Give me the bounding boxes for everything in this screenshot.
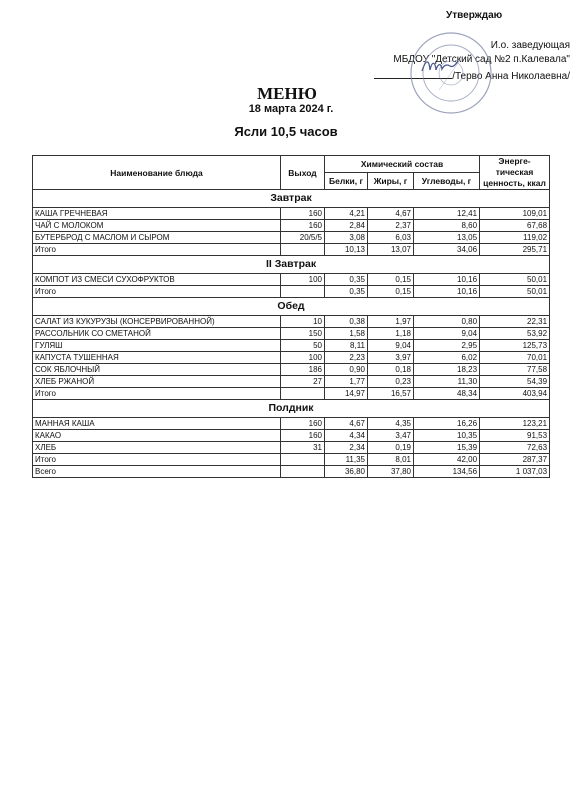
dish-portion: 20/5/5 bbox=[281, 232, 325, 244]
total-energy: 50,01 bbox=[480, 286, 550, 298]
total-carbs: 48,34 bbox=[414, 388, 480, 400]
dish-fat: 0,23 bbox=[368, 376, 414, 388]
total-label: Итого bbox=[33, 454, 281, 466]
col-header-portion: Выход bbox=[281, 156, 325, 190]
dish-energy: 125,73 bbox=[480, 340, 550, 352]
total-portion bbox=[281, 454, 325, 466]
table-row bbox=[33, 340, 550, 352]
table-row bbox=[33, 328, 550, 340]
dish-portion: 100 bbox=[281, 352, 325, 364]
total-carbs: 134,56 bbox=[414, 466, 480, 478]
col-header-protein: Белки, г bbox=[325, 173, 368, 190]
dish-protein: 4,21 bbox=[325, 208, 368, 220]
dish-fat: 0,15 bbox=[368, 274, 414, 286]
dish-portion: 10 bbox=[281, 316, 325, 328]
menu-group: Ясли 10,5 часов bbox=[234, 124, 338, 139]
total-carbs: 10,16 bbox=[414, 286, 480, 298]
dish-portion: 150 bbox=[281, 328, 325, 340]
total-row bbox=[33, 286, 550, 298]
section-row bbox=[33, 400, 550, 418]
total-label: Всего bbox=[33, 466, 281, 478]
dish-protein: 0,38 bbox=[325, 316, 368, 328]
col-header-name: Наименование блюда bbox=[33, 156, 281, 190]
table-row bbox=[33, 430, 550, 442]
dish-protein: 0,35 bbox=[325, 274, 368, 286]
dish-portion: 160 bbox=[281, 418, 325, 430]
menu-table bbox=[32, 155, 550, 478]
table-row bbox=[33, 232, 550, 244]
total-carbs: 42,00 bbox=[414, 454, 480, 466]
col-header-fat: Жиры, г bbox=[368, 173, 414, 190]
total-portion bbox=[281, 244, 325, 256]
dish-name: КАКАО bbox=[33, 430, 281, 442]
table-row bbox=[33, 274, 550, 286]
col-header-carbs: Углеводы, г bbox=[414, 173, 480, 190]
dish-fat: 0,19 bbox=[368, 442, 414, 454]
dish-fat: 3,97 bbox=[368, 352, 414, 364]
table-row bbox=[33, 220, 550, 232]
dish-fat: 1,97 bbox=[368, 316, 414, 328]
total-portion bbox=[281, 286, 325, 298]
dish-carbs: 10,35 bbox=[414, 430, 480, 442]
dish-energy: 72,63 bbox=[480, 442, 550, 454]
dish-energy: 53,92 bbox=[480, 328, 550, 340]
dish-fat: 2,37 bbox=[368, 220, 414, 232]
dish-portion: 186 bbox=[281, 364, 325, 376]
table-row bbox=[33, 364, 550, 376]
dish-energy: 67,68 bbox=[480, 220, 550, 232]
dish-protein: 1,58 bbox=[325, 328, 368, 340]
dish-energy: 123,21 bbox=[480, 418, 550, 430]
dish-protein: 1,77 bbox=[325, 376, 368, 388]
dish-fat: 4,35 bbox=[368, 418, 414, 430]
dish-name: КАПУСТА ТУШЕННАЯ bbox=[33, 352, 281, 364]
dish-portion: 31 bbox=[281, 442, 325, 454]
dish-portion: 160 bbox=[281, 430, 325, 442]
dish-carbs: 6,02 bbox=[414, 352, 480, 364]
dish-name: СОК ЯБЛОЧНЫЙ bbox=[33, 364, 281, 376]
total-label: Итого bbox=[33, 244, 281, 256]
dish-energy: 109,01 bbox=[480, 208, 550, 220]
dish-protein: 2,34 bbox=[325, 442, 368, 454]
total-fat: 8,01 bbox=[368, 454, 414, 466]
total-portion bbox=[281, 466, 325, 478]
total-fat: 0,15 bbox=[368, 286, 414, 298]
total-protein: 36,80 bbox=[325, 466, 368, 478]
dish-protein: 0,90 bbox=[325, 364, 368, 376]
dish-carbs: 13,05 bbox=[414, 232, 480, 244]
dish-energy: 54,39 bbox=[480, 376, 550, 388]
dish-carbs: 15,39 bbox=[414, 442, 480, 454]
dish-protein: 3,08 bbox=[325, 232, 368, 244]
approval-signer: /Терво Анна Николаевна/ bbox=[452, 71, 570, 82]
dish-name: КОМПОТ ИЗ СМЕСИ СУХОФРУКТОВ bbox=[33, 274, 281, 286]
col-header-energy: Энерге-тическая ценность, ккал bbox=[480, 156, 550, 190]
section-row bbox=[33, 190, 550, 208]
dish-energy: 91,53 bbox=[480, 430, 550, 442]
dish-name: ГУЛЯШ bbox=[33, 340, 281, 352]
dish-name: ХЛЕБ РЖАНОЙ bbox=[33, 376, 281, 388]
dish-energy: 77,58 bbox=[480, 364, 550, 376]
grand-total-row bbox=[33, 466, 550, 478]
dish-fat: 3,47 bbox=[368, 430, 414, 442]
dish-carbs: 18,23 bbox=[414, 364, 480, 376]
dish-protein: 4,34 bbox=[325, 430, 368, 442]
dish-fat: 6,03 bbox=[368, 232, 414, 244]
total-protein: 0,35 bbox=[325, 286, 368, 298]
dish-protein: 8,11 bbox=[325, 340, 368, 352]
dish-carbs: 10,16 bbox=[414, 274, 480, 286]
total-fat: 16,57 bbox=[368, 388, 414, 400]
total-row bbox=[33, 244, 550, 256]
total-protein: 14,97 bbox=[325, 388, 368, 400]
dish-carbs: 2,95 bbox=[414, 340, 480, 352]
dish-name: БУТЕРБРОД С МАСЛОМ И СЫРОМ bbox=[33, 232, 281, 244]
total-energy: 1 037,03 bbox=[480, 466, 550, 478]
dish-energy: 22,31 bbox=[480, 316, 550, 328]
dish-energy: 70,01 bbox=[480, 352, 550, 364]
dish-portion: 27 bbox=[281, 376, 325, 388]
section-title: Обед bbox=[33, 298, 550, 316]
total-row bbox=[33, 454, 550, 466]
approval-position: И.о. заведующая bbox=[490, 40, 570, 51]
dish-portion: 100 bbox=[281, 274, 325, 286]
dish-protein: 2,84 bbox=[325, 220, 368, 232]
dish-name: МАННАЯ КАША bbox=[33, 418, 281, 430]
total-row bbox=[33, 388, 550, 400]
menu-table-body bbox=[33, 190, 550, 478]
total-label: Итого bbox=[33, 388, 281, 400]
dish-energy: 50,01 bbox=[480, 274, 550, 286]
dish-carbs: 12,41 bbox=[414, 208, 480, 220]
total-label: Итого bbox=[33, 286, 281, 298]
dish-fat: 4,67 bbox=[368, 208, 414, 220]
dish-energy: 119,02 bbox=[480, 232, 550, 244]
table-header-row bbox=[33, 156, 550, 173]
dish-protein: 4,67 bbox=[325, 418, 368, 430]
dish-carbs: 11,30 bbox=[414, 376, 480, 388]
dish-carbs: 8,60 bbox=[414, 220, 480, 232]
section-title: Завтрак bbox=[33, 190, 550, 208]
dish-carbs: 16,26 bbox=[414, 418, 480, 430]
dish-fat: 0,18 bbox=[368, 364, 414, 376]
dish-protein: 2,23 bbox=[325, 352, 368, 364]
dish-name: САЛАТ ИЗ КУКУРУЗЫ (КОНСЕРВИРОВАННОЙ) bbox=[33, 316, 281, 328]
dish-portion: 160 bbox=[281, 220, 325, 232]
total-fat: 37,80 bbox=[368, 466, 414, 478]
table-row bbox=[33, 208, 550, 220]
table-row bbox=[33, 442, 550, 454]
total-fat: 13,07 bbox=[368, 244, 414, 256]
section-title: II Завтрак bbox=[33, 256, 550, 274]
dish-name: ЧАЙ С МОЛОКОМ bbox=[33, 220, 281, 232]
total-carbs: 34,06 bbox=[414, 244, 480, 256]
table-row bbox=[33, 418, 550, 430]
signature-icon bbox=[420, 55, 460, 77]
dish-carbs: 9,04 bbox=[414, 328, 480, 340]
page-title: МЕНЮ bbox=[257, 84, 317, 103]
section-title: Полдник bbox=[33, 400, 550, 418]
approval-title: Утверждаю bbox=[446, 10, 503, 21]
section-row bbox=[33, 256, 550, 274]
dish-fat: 9,04 bbox=[368, 340, 414, 352]
dish-name: КАША ГРЕЧНЕВАЯ bbox=[33, 208, 281, 220]
approval-organization: МБДОУ "Детский сад №2 п.Калевала" bbox=[393, 54, 570, 65]
total-portion bbox=[281, 388, 325, 400]
dish-name: РАССОЛЬНИК СО СМЕТАНОЙ bbox=[33, 328, 281, 340]
section-row bbox=[33, 298, 550, 316]
dish-portion: 160 bbox=[281, 208, 325, 220]
dish-name: ХЛЕБ bbox=[33, 442, 281, 454]
total-energy: 295,71 bbox=[480, 244, 550, 256]
total-protein: 10,13 bbox=[325, 244, 368, 256]
menu-date: 18 марта 2024 г. bbox=[248, 103, 334, 115]
total-energy: 287,37 bbox=[480, 454, 550, 466]
table-row bbox=[33, 316, 550, 328]
table-row bbox=[33, 376, 550, 388]
dish-portion: 50 bbox=[281, 340, 325, 352]
total-energy: 403,94 bbox=[480, 388, 550, 400]
col-header-chem: Химический состав bbox=[325, 156, 480, 173]
dish-fat: 1,18 bbox=[368, 328, 414, 340]
total-protein: 11,35 bbox=[325, 454, 368, 466]
table-row bbox=[33, 352, 550, 364]
dish-carbs: 0,80 bbox=[414, 316, 480, 328]
